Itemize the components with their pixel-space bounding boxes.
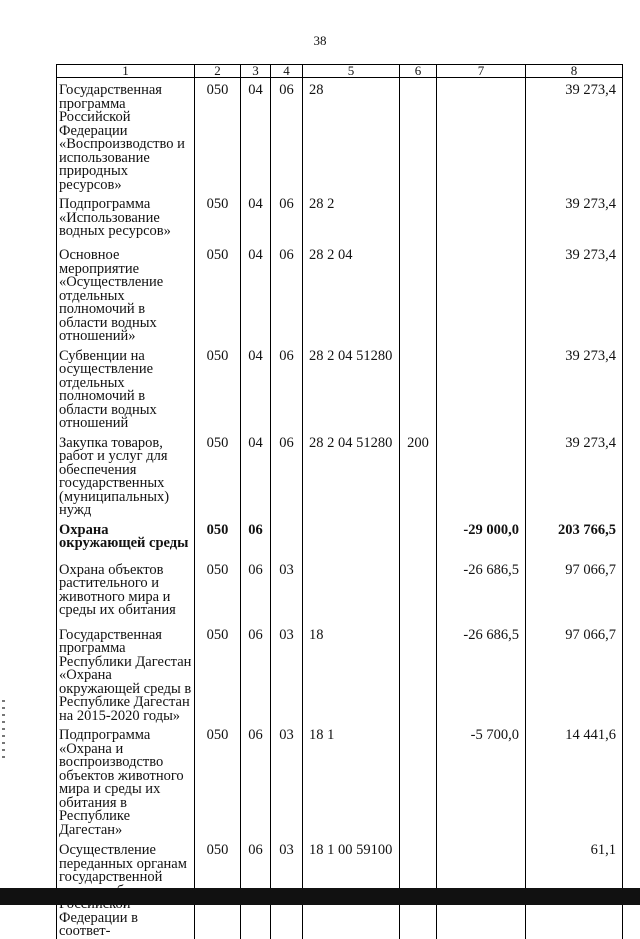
target-article bbox=[303, 518, 400, 558]
change-amount: -29 000,0 bbox=[437, 518, 526, 558]
header-row bbox=[57, 65, 623, 78]
subsection-code: 03 bbox=[271, 558, 303, 623]
page-number: 38 bbox=[313, 33, 327, 48]
item-name: Охрана объектов растительного и животного мира и среды их обитания bbox=[57, 558, 195, 623]
ministry-code: 050 bbox=[195, 431, 241, 518]
change-amount bbox=[437, 431, 526, 518]
change-amount: -26 686,5 bbox=[437, 558, 526, 623]
item-name: Охрана окружающей среды bbox=[57, 518, 195, 558]
section-code: 04 bbox=[241, 431, 271, 518]
change-amount bbox=[437, 192, 526, 243]
table-row bbox=[57, 192, 623, 243]
budget-table bbox=[56, 64, 623, 939]
table-row bbox=[57, 723, 623, 838]
table-row bbox=[57, 344, 623, 431]
column-header-3: 3 bbox=[241, 65, 271, 78]
section-code: 06 bbox=[241, 838, 271, 939]
total-amount: 97 066,7 bbox=[526, 558, 623, 623]
expense-type bbox=[400, 192, 437, 243]
column-header-5: 5 bbox=[303, 65, 400, 78]
ministry-code: 050 bbox=[195, 518, 241, 558]
expense-type bbox=[400, 78, 437, 193]
item-name: Подпрограмма «Использование водных ресурсов» bbox=[57, 192, 195, 243]
subsection-code: 06 bbox=[271, 431, 303, 518]
item-name: Подпрограмма «Охрана и воспроизводство объектов животного мира и среды их обитания в Республике Дагестан» bbox=[57, 723, 195, 838]
subsection-code: 06 bbox=[271, 192, 303, 243]
column-header-7: 7 bbox=[437, 65, 526, 78]
change-amount: -5 700,0 bbox=[437, 723, 526, 838]
expense-type bbox=[400, 518, 437, 558]
target-article bbox=[303, 558, 400, 623]
subsection-code: 06 bbox=[271, 78, 303, 193]
total-amount: 39 273,4 bbox=[526, 78, 623, 193]
expense-type: 200 bbox=[400, 431, 437, 518]
target-article: 18 bbox=[303, 623, 400, 724]
ministry-code: 050 bbox=[195, 558, 241, 623]
table-row bbox=[57, 623, 623, 724]
total-amount: 203 766,5 bbox=[526, 518, 623, 558]
total-amount: 39 273,4 bbox=[526, 192, 623, 243]
ministry-code: 050 bbox=[195, 243, 241, 344]
section-code: 06 bbox=[241, 518, 271, 558]
expense-type bbox=[400, 558, 437, 623]
subsection-code: 03 bbox=[271, 723, 303, 838]
table-row bbox=[57, 558, 623, 623]
expense-type bbox=[400, 723, 437, 838]
target-article: 18 1 bbox=[303, 723, 400, 838]
item-name: Государственная программа Республики Дагестан «Охрана окружающей среды в Республике Дагестан на 2015-2020 годы» bbox=[57, 623, 195, 724]
column-header-1: 1 bbox=[57, 65, 195, 78]
subsection-code: 06 bbox=[271, 243, 303, 344]
change-amount: -26 686,5 bbox=[437, 623, 526, 724]
section-code: 04 bbox=[241, 344, 271, 431]
subsection-code: 06 bbox=[271, 344, 303, 431]
column-header-6: 6 bbox=[400, 65, 437, 78]
section-code: 04 bbox=[241, 78, 271, 193]
total-amount: 39 273,4 bbox=[526, 344, 623, 431]
table-row bbox=[57, 518, 623, 558]
total-amount: 39 273,4 bbox=[526, 431, 623, 518]
target-article: 28 bbox=[303, 78, 400, 193]
target-article: 18 1 00 59100 bbox=[303, 838, 400, 939]
target-article: 28 2 04 51280 bbox=[303, 344, 400, 431]
column-header-2: 2 bbox=[195, 65, 241, 78]
subsection-code bbox=[271, 518, 303, 558]
ministry-code: 050 bbox=[195, 344, 241, 431]
column-header-4: 4 bbox=[271, 65, 303, 78]
ministry-code: 050 bbox=[195, 623, 241, 724]
expense-type bbox=[400, 243, 437, 344]
subsection-code: 03 bbox=[271, 623, 303, 724]
section-code: 06 bbox=[241, 723, 271, 838]
item-name: Закупка товаров, работ и услуг для обеспечения государственных (муниципальных) нужд bbox=[57, 431, 195, 518]
target-article: 28 2 bbox=[303, 192, 400, 243]
section-code: 04 bbox=[241, 192, 271, 243]
item-name: Основное мероприятие «Осуществление отдельных полномочий в области водных отношений» bbox=[57, 243, 195, 344]
item-name: Осуществление переданных органам государственной Федерации в соответ- bbox=[57, 838, 195, 939]
total-amount: 97 066,7 bbox=[526, 623, 623, 724]
ministry-code: 050 bbox=[195, 838, 241, 939]
section-code: 06 bbox=[241, 623, 271, 724]
section-code: 04 bbox=[241, 243, 271, 344]
table-body bbox=[57, 78, 623, 939]
expense-type bbox=[400, 344, 437, 431]
target-article: 28 2 04 bbox=[303, 243, 400, 344]
item-name: Субвенции на осуществление отдельных полномочий в области водных отношений bbox=[57, 344, 195, 431]
table-row bbox=[57, 78, 623, 193]
change-amount bbox=[437, 78, 526, 193]
scan-artifact bbox=[2, 700, 5, 760]
ministry-code: 050 bbox=[195, 192, 241, 243]
ministry-code: 050 bbox=[195, 78, 241, 193]
table-row bbox=[57, 243, 623, 344]
subsection-code: 03 bbox=[271, 838, 303, 939]
expense-type bbox=[400, 623, 437, 724]
change-amount bbox=[437, 344, 526, 431]
target-article: 28 2 04 51280 bbox=[303, 431, 400, 518]
total-amount: 39 273,4 bbox=[526, 243, 623, 344]
total-amount: 61,1 bbox=[526, 838, 623, 939]
change-amount bbox=[437, 243, 526, 344]
item-name: Государственная программа Российской Федерации «Воспроизводство и использование природных ресурсов» bbox=[57, 78, 195, 193]
column-header-8: 8 bbox=[526, 65, 623, 78]
table-row bbox=[57, 431, 623, 518]
total-amount: 14 441,6 bbox=[526, 723, 623, 838]
section-code: 06 bbox=[241, 558, 271, 623]
scan-bottom-edge bbox=[0, 888, 640, 905]
ministry-code: 050 bbox=[195, 723, 241, 838]
